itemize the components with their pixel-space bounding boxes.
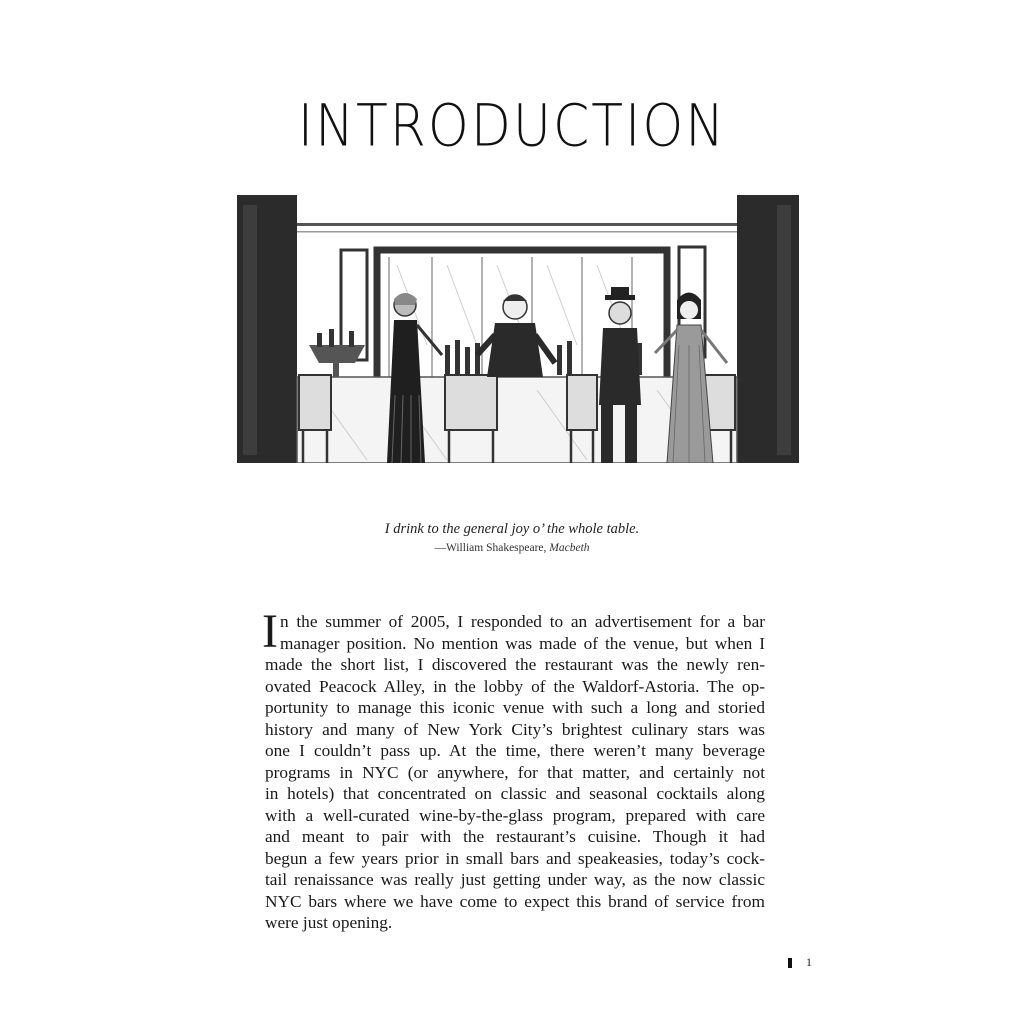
body-line: begun a few years prior in small bars and speakeasies, today’s cock- xyxy=(265,848,765,868)
body-text xyxy=(262,605,765,934)
attribution-work: Macbeth xyxy=(549,542,590,554)
body-line: with a well-curated wine-by-the-glass program, prepared with care xyxy=(265,805,765,825)
drop-cap: I xyxy=(262,605,278,658)
body-line: in hotels) that concentrated on classic and seasonal cocktails along xyxy=(265,784,765,803)
body-line: history and many of New York City’s brightest culinary stars was xyxy=(265,719,765,739)
body-line: made the short list, I discovered the restaurant was the newly ren- xyxy=(265,655,765,674)
epigraph-attribution xyxy=(0,542,1024,554)
epigraph-quote: I drink to the general joy o’ the whole table. xyxy=(384,521,640,537)
body-line: NYC bars where we have come to expect this brand of service from xyxy=(265,891,765,911)
attribution-author: —William Shakespeare, xyxy=(434,542,550,554)
body-line: and meant to pair with the restaurant’s cuisine. Though it had xyxy=(265,827,765,846)
chapter-title: INTRODUCTION xyxy=(297,92,727,161)
body-line: tail renaissance was really just getting under way, as the now classic xyxy=(265,870,765,889)
page-number: 1 xyxy=(806,955,812,969)
epigraph xyxy=(0,521,1024,554)
bar-scene-illustration xyxy=(237,195,799,463)
body-line: portunity to manage this iconic venue with such a long and storied xyxy=(265,698,765,717)
folio-mark-icon xyxy=(788,958,792,968)
body-line: were just opening. xyxy=(265,913,393,932)
body-line: programs in NYC (or anywhere, for that matter, and certainly not xyxy=(265,762,765,782)
page-folio xyxy=(788,955,812,970)
body-line: ovated Peacock Alley, in the lobby of the Waldorf-Astoria. The op- xyxy=(265,676,765,696)
body-line: one I couldn’t pass up. At the time, there weren’t many beverage xyxy=(265,741,765,760)
body-line: manager position. No mention was made of the venue, but when I xyxy=(279,633,765,653)
body-line: n the summer of 2005, I responded to an advertisement for a bar xyxy=(279,612,765,631)
